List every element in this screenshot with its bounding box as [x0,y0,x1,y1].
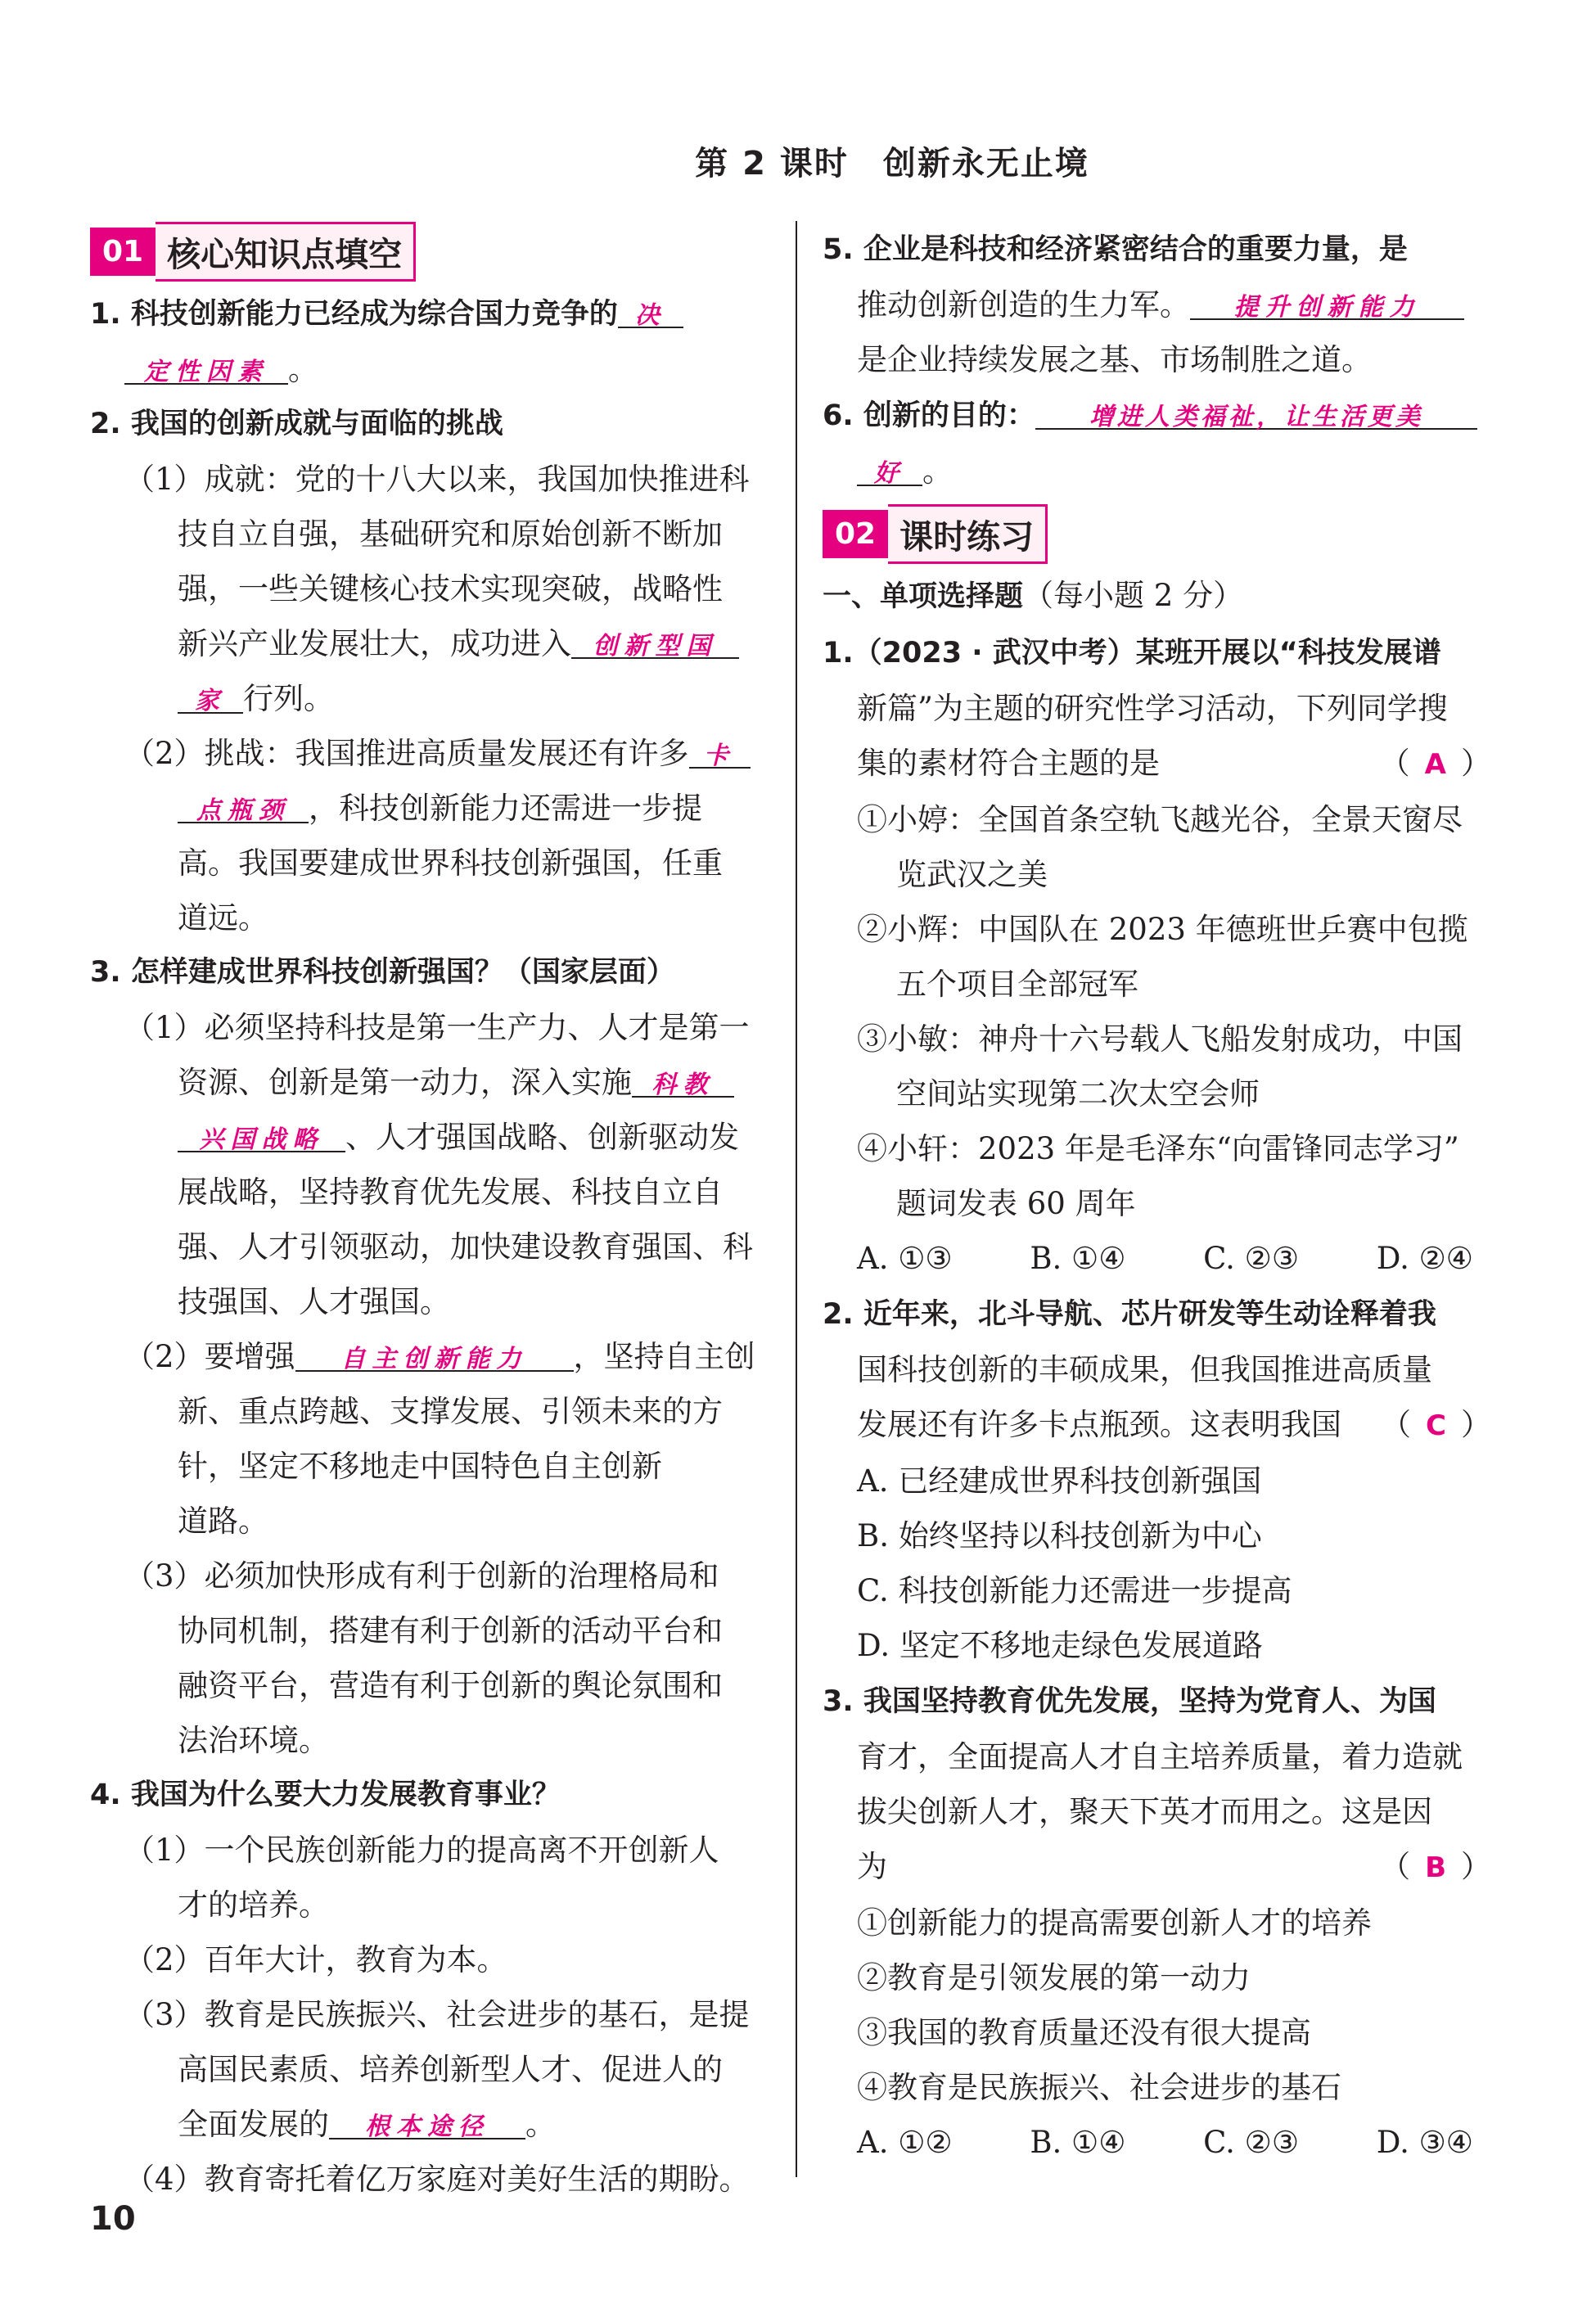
section-header-knowledge [90,221,769,282]
section-number: 01 [90,228,156,276]
q3-text: 协同机制，搭建有利于创新的活动平台和 [178,1613,723,1648]
answer-bracket: （B） [1380,1849,1506,1884]
q5-line1: 5. 企业是科技和经济紧密结合的重要力量，是 [823,233,1408,266]
answer-blank: 自主创新能力 [295,1329,574,1372]
q1-line2: 定性因素 。 [90,342,769,397]
option: B. ①④ [1030,2125,1126,2160]
answer-blank: 家 [178,671,243,714]
mc-q1-options [823,1231,1506,1286]
q4-text: 才的培养。 [178,1887,329,1923]
mc-q2-option: B. 始终坚持以科技创新为中心 [857,1518,1262,1553]
right-column [823,221,1506,2170]
option: C. ②③ [1203,2125,1300,2160]
answer-blank: 科教 [632,1055,734,1098]
q5-line2: 推动创新创造的生力军。 提升创新能力 [823,277,1506,332]
q2-title: 2. 我国的创新成就与面临的挑战 [90,408,503,440]
mc-q3-item: ③我国的教育质量还没有很大提高 [857,2015,1311,2050]
q4-text: （4）教育寄托着亿万家庭对美好生活的期盼。 [124,2162,750,2197]
q5-line3: 是企业持续发展之基、市场制胜之道。 [857,342,1372,377]
mc-q3-item: ②教育是引领发展的第一动力 [857,1960,1251,1995]
q3-title: 3. 怎样建成世界科技创新强国？（国家层面） [90,956,675,989]
q2-text: 高。我国要建成世界科技创新强国，任重 [178,845,723,881]
q3-text: 法治环境。 [178,1723,329,1758]
answer-blank: 提升创新能力 [1190,277,1464,320]
mc-q1-item: 五个项目全部冠军 [896,967,1138,1002]
answer-blank: 创新型国 [571,616,739,659]
mc-q3-options [823,2115,1506,2170]
answer-blank: 兴国战略 [178,1110,345,1152]
part-title: 一、单项选择题（每小题 2 分） [823,578,1244,613]
page-number: 10 [90,2200,136,2238]
q6-line2: 好 。 [823,444,1506,498]
section-label: 核心知识点填空 [156,222,416,282]
q2-text: 技自立自强，基础研究和原始创新不断加 [178,516,723,552]
mc-q3-stem: 3. 我国坚持教育优先发展，坚持为党育人、为国 [823,1685,1436,1718]
q1-line1: 1. 科技创新能力已经成为综合国力竞争的 决 [90,286,769,342]
mc-q1-item: 空间站实现第二次太空会师 [896,1076,1260,1111]
q3-text: 融资平台，营造有利于创新的舆论氛围和 [178,1668,723,1703]
mc-q3-stem: 拔尖创新人才，聚天下英才而用之。这是因 [857,1794,1432,1829]
q2-text: （1）成就：党的十八大以来，我国加快推进科 [124,462,750,497]
answer-blank: 根本途径 [329,2097,525,2139]
mc-q2-option: C. 科技创新能力还需进一步提高 [857,1573,1292,1608]
q3-text: （2）要增强 自主创新能力 ，坚持自主创 [90,1329,769,1384]
q3-text: 兴国战略 、人才强国战略、创新驱动发 [90,1110,769,1165]
mc-q3-stem: 为 （B） [823,1839,1506,1896]
option: A. ①② [857,2125,953,2160]
mc-q2-stem: 发展还有许多卡点瓶颈。这表明我国 （C） [823,1397,1506,1454]
q4-text: （3）教育是民族振兴、社会进步的基石，是提 [124,1997,750,2032]
mc-q2-option: D. 坚定不移地走绿色发展道路 [857,1628,1263,1663]
q3-text: （1）必须坚持科技是第一生产力、人才是第一 [124,1010,750,1045]
left-column [90,221,769,2207]
section-label: 课时练习 [888,504,1048,564]
mc-q1-item: 题词发表 60 周年 [896,1186,1136,1221]
q2-text: 家 行列。 [90,671,769,726]
option: A. ①③ [857,1241,953,1276]
mc-q1-stem: 1.（2023 · 武汉中考）某班开展以“科技发展谱 [823,637,1441,670]
q4-text: 全面发展的 根本途径 。 [90,2097,769,2152]
answer-bracket: （C） [1381,1407,1506,1442]
q2-text: 道远。 [178,900,268,936]
q4-text: （1）一个民族创新能力的提高离不开创新人 [124,1833,719,1868]
answer-blank: 决 [618,286,683,328]
mc-q2-stem: 2. 近年来，北斗导航、芯片研发等生动诠释着我 [823,1298,1436,1331]
column-divider [796,221,797,2177]
mc-q1-item: 览武汉之美 [896,857,1048,892]
q4-title: 4. 我国为什么要大力发展教育事业？ [90,1779,561,1811]
q3-text: 针，坚定不移地走中国特色自主创新 [178,1449,662,1484]
q2-text: （2）挑战：我国推进高质量发展还有许多 卡 [90,726,769,781]
option: D. ②④ [1376,1241,1473,1276]
q3-text: 新、重点跨越、支撑发展、引领未来的方 [178,1394,723,1429]
q3-text: 资源、创新是第一动力，深入实施 科教 [90,1055,769,1110]
q2-text: 强，一些关键核心技术实现突破，战略性 [178,571,723,606]
mc-q3-item: ①创新能力的提高需要创新人才的培养 [857,1905,1372,1941]
q6-line1: 6. 创新的目的： 增进人类福祉，让生活更美 [823,387,1506,444]
mc-q2-option: A. 已经建成世界科技创新强国 [857,1463,1262,1499]
mc-q1-item: ①小婷：全国首条空轨飞越光谷，全景天窗尽 [857,802,1463,837]
q4-text: （2）百年大计，教育为本。 [124,1942,507,1977]
answer-blank: 增进人类福祉，让生活更美 [1035,387,1477,430]
page-title: 第 2 课时 创新永无止境 [695,145,1089,183]
q3-text: （3）必须加快形成有利于创新的治理格局和 [124,1558,719,1594]
mc-q1-item: ④小轩：2023 年是毛泽东“向雷锋同志学习” [857,1131,1459,1166]
q2-text: 新兴产业发展壮大，成功进入 创新型国 [90,616,769,671]
section-header-practice [823,503,1506,565]
q3-text: 技强国、人才强国。 [178,1284,450,1319]
q4-text: 高国民素质、培养创新型人才、促进人的 [178,2052,723,2087]
answer-blank: 定性因素 [124,342,288,385]
mc-q3-stem: 育才，全面提高人才自主培养质量，着力造就 [857,1739,1463,1774]
answer-blank: 好 [857,444,922,486]
q3-text: 展战略，坚持教育优先发展、科技自立自 [178,1175,723,1210]
q2-text: 点瓶颈 ，科技创新能力还需进一步提 [90,781,769,836]
mc-q1-stem: 集的素材符合主题的是 （A） [823,736,1506,792]
answer-blank: 点瓶颈 [178,781,309,823]
section-number: 02 [823,510,888,558]
q3-text: 强、人才引领驱动，加快建设教育强国、科 [178,1229,753,1265]
mc-q1-item: ③小敏：神舟十六号载人飞船发射成功，中国 [857,1021,1463,1057]
option: C. ②③ [1203,1241,1300,1276]
answer-blank: 卡 [689,726,751,769]
option: B. ①④ [1030,1241,1126,1276]
mc-q1-item: ②小辉：中国队在 2023 年德班世乒赛中包揽 [857,912,1468,947]
option: D. ③④ [1376,2125,1473,2160]
answer-bracket: （A） [1379,746,1506,781]
q3-text: 道路。 [178,1504,268,1539]
mc-q1-stem: 新篇”为主题的研究性学习活动，下列同学搜 [857,691,1448,726]
mc-q3-item: ④教育是民族振兴、社会进步的基石 [857,2070,1341,2105]
mc-q2-stem: 国科技创新的丰硕成果，但我国推进高质量 [857,1352,1432,1387]
